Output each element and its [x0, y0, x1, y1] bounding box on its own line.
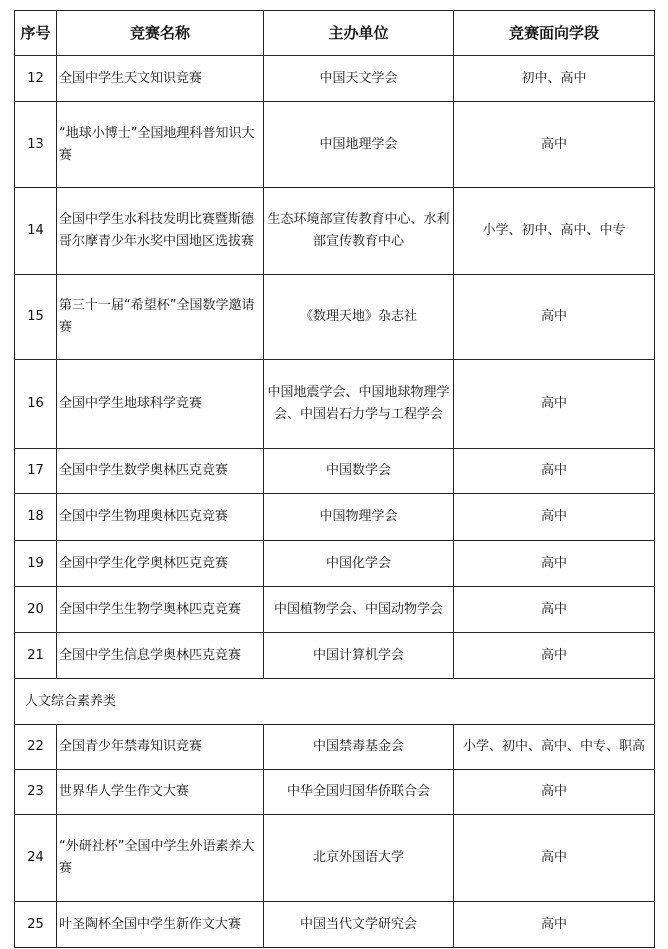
row-school-level: 高中 [454, 275, 655, 360]
table-row [15, 188, 655, 275]
row-number: 24 [15, 815, 57, 902]
row-number: 15 [15, 275, 57, 360]
table-row [15, 541, 655, 587]
table-row [15, 494, 655, 541]
table-row [15, 449, 655, 494]
row-organizer: 中华全国归国华侨联合会 [264, 770, 454, 815]
row-number: 25 [15, 902, 57, 948]
row-competition-name: 全国中学生数学奥林匹克竞赛 [57, 449, 264, 494]
table-row [15, 633, 655, 679]
table-row [15, 725, 655, 770]
row-competition-name: 全国中学生化学奥林匹克竞赛 [57, 541, 264, 587]
row-school-level: 小学、初中、高中、中专、职高 [454, 725, 655, 770]
row-school-level: 高中 [454, 902, 655, 948]
row-competition-name: 世界华人学生作文大赛 [57, 770, 264, 815]
row-number: 17 [15, 449, 57, 494]
table-row [15, 56, 655, 102]
row-organizer: 生态环境部宣传教育中心、水利部宣传教育中心 [264, 188, 454, 275]
row-school-level: 初中、高中 [454, 56, 655, 102]
row-number: 23 [15, 770, 57, 815]
row-organizer: 中国计算机学会 [264, 633, 454, 679]
row-competition-name: “地球小博士”全国地理科普知识大赛 [57, 102, 264, 188]
row-competition-name: “外研社杯”全国中学生外语素养大赛 [57, 815, 264, 902]
row-number: 20 [15, 587, 57, 633]
row-organizer: 中国植物学会、中国动物学会 [264, 587, 454, 633]
row-school-level: 高中 [454, 494, 655, 541]
row-organizer: 中国化学会 [264, 541, 454, 587]
row-number: 18 [15, 494, 57, 541]
row-number: 14 [15, 188, 57, 275]
table-row [15, 815, 655, 902]
row-competition-name: 叶圣陶杯全国中学生新作文大赛 [57, 902, 264, 948]
section-row [15, 679, 655, 725]
header-competition-name: 竞赛名称 [57, 11, 264, 56]
row-school-level: 高中 [454, 633, 655, 679]
table-header-row [15, 11, 655, 56]
table-row [15, 902, 655, 948]
row-school-level: 高中 [454, 449, 655, 494]
row-organizer: 中国地理学会 [264, 102, 454, 188]
header-number: 序号 [15, 11, 57, 56]
header-organizer: 主办单位 [264, 11, 454, 56]
row-number: 13 [15, 102, 57, 188]
competition-table [14, 10, 655, 948]
row-organizer: 中国当代文学研究会 [264, 902, 454, 948]
row-competition-name: 全国中学生信息学奥林匹克竞赛 [57, 633, 264, 679]
row-school-level: 高中 [454, 541, 655, 587]
row-number: 21 [15, 633, 57, 679]
row-organizer: 中国物理学会 [264, 494, 454, 541]
table-row [15, 102, 655, 188]
row-school-level: 高中 [454, 587, 655, 633]
row-competition-name: 第三十一届“希望杯”全国数学邀请赛 [57, 275, 264, 360]
row-competition-name: 全国中学生地球科学竞赛 [57, 360, 264, 449]
row-school-level: 高中 [454, 102, 655, 188]
row-competition-name: 全国中学生物理奥林匹克竞赛 [57, 494, 264, 541]
section-label: 人文综合素养类 [15, 679, 655, 725]
table-row [15, 360, 655, 449]
row-number: 19 [15, 541, 57, 587]
table-row [15, 587, 655, 633]
row-number: 12 [15, 56, 57, 102]
row-school-level: 小学、初中、高中、中专 [454, 188, 655, 275]
competition-table-container [14, 10, 654, 948]
row-school-level: 高中 [454, 770, 655, 815]
row-number: 16 [15, 360, 57, 449]
row-school-level: 高中 [454, 360, 655, 449]
row-organizer: 中国禁毒基金会 [264, 725, 454, 770]
row-organizer: 中国数学会 [264, 449, 454, 494]
row-organizer: 中国天文学会 [264, 56, 454, 102]
row-organizer: 《数理天地》杂志社 [264, 275, 454, 360]
row-school-level: 高中 [454, 815, 655, 902]
header-school-level: 竞赛面向学段 [454, 11, 655, 56]
row-organizer: 北京外国语大学 [264, 815, 454, 902]
table-row [15, 275, 655, 360]
row-organizer: 中国地震学会、中国地球物理学会、中国岩石力学与工程学会 [264, 360, 454, 449]
row-competition-name: 全国中学生生物学奥林匹克竞赛 [57, 587, 264, 633]
row-number: 22 [15, 725, 57, 770]
row-competition-name: 全国中学生水科技发明比赛暨斯德哥尔摩青少年水奖中国地区选拔赛 [57, 188, 264, 275]
row-competition-name: 全国中学生天文知识竞赛 [57, 56, 264, 102]
row-competition-name: 全国青少年禁毒知识竞赛 [57, 725, 264, 770]
table-row [15, 770, 655, 815]
